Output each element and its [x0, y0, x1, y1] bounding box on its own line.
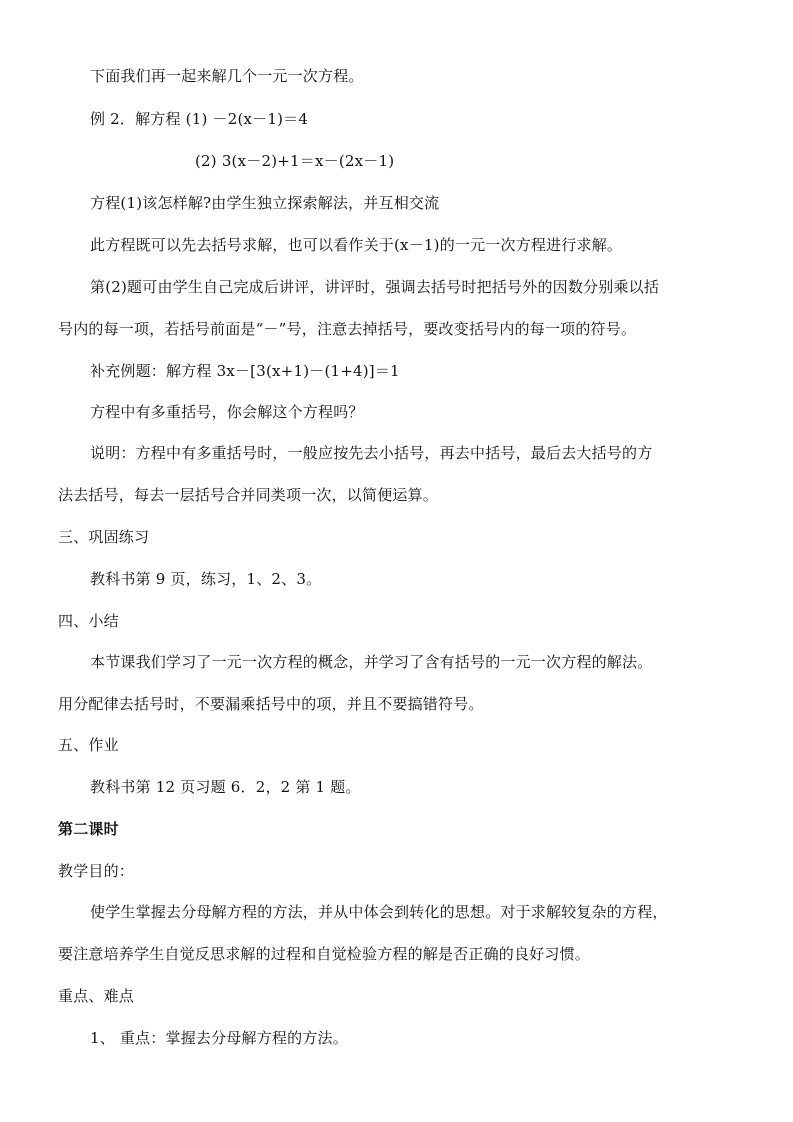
section-heading: 四、小结	[58, 612, 119, 630]
paragraph-line: 方程中有多重括号，你会解这个方程吗？	[90, 403, 364, 421]
paragraph-line: 方程(1)该怎样解?由学生独立探索解法，并互相交流	[90, 194, 440, 212]
section-heading: 三、巩固练习	[58, 528, 150, 546]
paragraph-line: 使学生掌握去分母解方程的方法，并从中体会到转化的思想。对于求解较复杂的方程，	[90, 903, 668, 921]
lesson-title: 第二课时	[58, 820, 119, 838]
example-2-equation-2: (2) 3(x－2)+1＝x－(2x－1)	[195, 152, 395, 170]
paragraph-line: 法去括号，每去一层括号合并同类项一次，以简便运算。	[58, 486, 439, 504]
paragraph-line: 教科书第 12 页习题 6．2，2 第 1 题。	[90, 778, 361, 796]
section-heading: 教学目的：	[58, 862, 135, 880]
paragraph-line: 要注意培养学生自觉反思求解的过程和自觉检验方程的解是否正确的良好习惯。	[58, 945, 591, 963]
paragraph-line: 说明：方程中有多重括号时，一般应按先去小括号，再去中括号，最后去大括号的方	[90, 444, 653, 462]
paragraph-line: 第(2)题可由学生自己完成后讲评，讲评时，强调去括号时把括号外的因数分别乘以括	[90, 278, 660, 296]
paragraph-line: 号内的每一项，若括号前面是“－”号，注意去掉括号，要改变括号内的每一项的符号。	[58, 320, 637, 338]
section-heading: 重点、难点	[58, 987, 135, 1005]
list-item: 1、 重点：掌握去分母解方程的方法。	[90, 1029, 348, 1047]
section-heading: 五、作业	[58, 736, 119, 754]
paragraph-line: 本节课我们学习了一元一次方程的概念，并学习了含有括号的一元一次方程的解法。	[90, 653, 653, 671]
intro-line: 下面我们再一起来解几个一元一次方程。	[90, 67, 364, 85]
paragraph-line: 教科书第 9 页，练习，1、2、3。	[90, 570, 322, 588]
supplementary-example: 补充例题：解方程 3x－[3(x+1)－(1+4)]＝1	[90, 362, 400, 380]
example-2-equation-1: 例 2．解方程 (1) －2(x－1)＝4	[90, 110, 309, 128]
paragraph-line: 用分配律去括号时，不要漏乘括号中的项，并且不要搞错符号。	[58, 695, 484, 713]
paragraph-line: 此方程既可以先去括号求解，也可以看作关于(x－1)的一元一次方程进行求解。	[90, 236, 623, 254]
